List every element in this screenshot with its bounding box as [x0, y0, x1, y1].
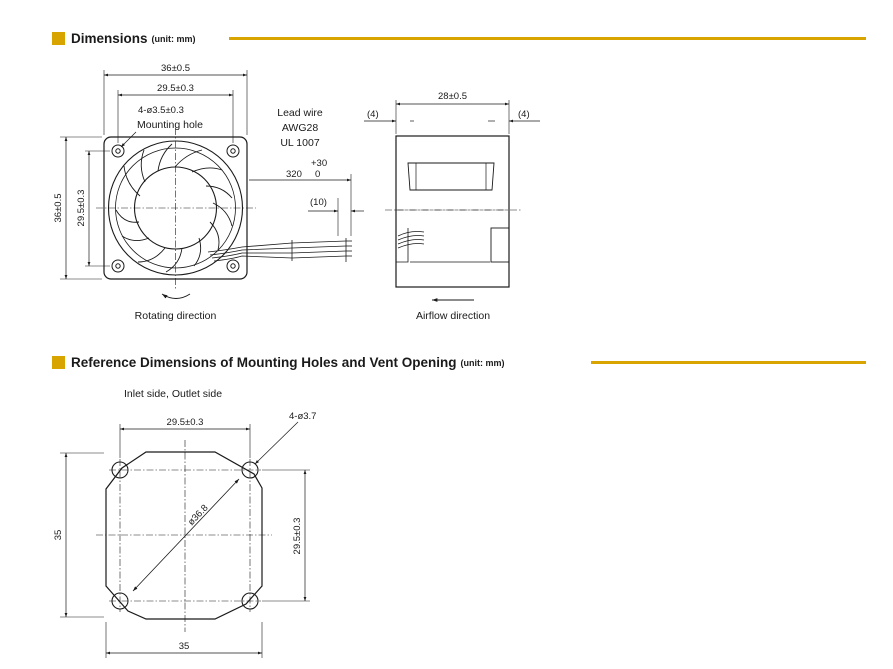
section-unit: (unit: mm): [151, 33, 196, 44]
lead-wire-standard: UL 1007: [280, 137, 320, 149]
front-view: [60, 70, 364, 299]
lead-strip-length: (10): [310, 197, 327, 208]
vent-opening-outline: [106, 452, 262, 619]
rotating-direction-caption: Rotating direction: [134, 310, 217, 322]
mounting-hole-label: Mounting hole: [137, 119, 203, 131]
ref-dim-bottom: 35: [178, 641, 190, 652]
hole-leader: [121, 132, 136, 147]
ref-dim-hole-pitch-top: 29.5±0.3: [166, 417, 204, 428]
dim-overall-height: 36±0.5: [53, 193, 64, 223]
lead-dim-lines: [249, 174, 364, 236]
airflow-direction-caption: Airflow direction: [415, 310, 491, 322]
ref-dim-left: 35: [53, 529, 64, 541]
section-unit: (unit: mm): [460, 357, 505, 368]
ref-diameter-label: ø36.8: [185, 502, 211, 528]
side-top-window: [408, 163, 494, 190]
lead-wire-gauge: AWG28: [281, 122, 319, 134]
lead-length: 320: [286, 169, 302, 180]
section-title: Dimensions: [71, 31, 148, 46]
hole-spec-label: 4-ø3.5±0.3: [138, 105, 184, 116]
side-bottom-box: [491, 228, 509, 262]
ref-dim-right: 29.5±0.3: [292, 517, 303, 555]
dim-left-offset: (4): [367, 109, 379, 120]
dim-overall-width: 36±0.5: [161, 63, 190, 74]
reference-subtitle: Inlet side, Outlet side: [124, 388, 223, 400]
side-body-outline: [396, 136, 509, 287]
rotation-arrow: [162, 294, 190, 299]
ref-hole-spec: 4-ø3.7: [289, 411, 317, 422]
dim-hole-pitch-width: 29.5±0.3: [157, 83, 194, 94]
lead-wires: [208, 238, 352, 262]
lead-wire-label: Lead wire: [277, 107, 323, 119]
lead-tol-plus: +30: [311, 158, 328, 169]
dim-right-offset: (4): [518, 109, 530, 120]
reference-view: [60, 422, 310, 658]
side-wires: [398, 232, 424, 249]
side-view: [364, 100, 540, 300]
section-title: Reference Dimensions of Mounting Holes and Vent Opening: [71, 355, 457, 370]
dim-depth: 28±0.5: [438, 91, 467, 102]
lead-tol-minus: 0: [315, 169, 321, 180]
dim-hole-pitch-height: 29.5±0.3: [76, 189, 87, 227]
